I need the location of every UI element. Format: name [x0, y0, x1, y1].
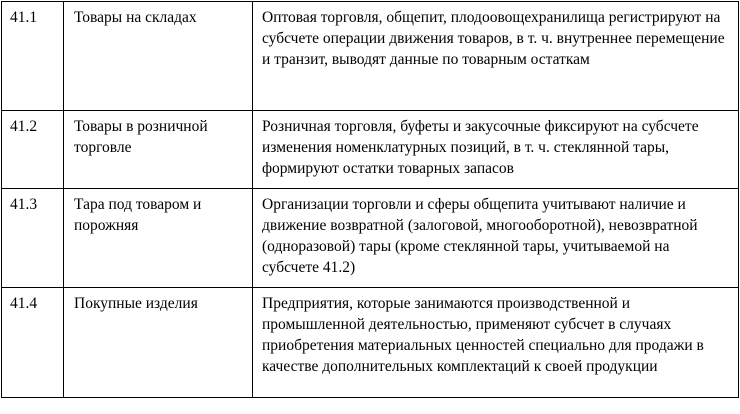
subaccount-name: Покупные изделия: [64, 288, 253, 398]
table-row: [2, 288, 739, 398]
subaccount-code: 41.1: [2, 2, 64, 111]
subaccount-description: Организации торговли и сферы общепита учитывают наличие и движение возвратной (залоговой, многооборотной), невозвратной (одноразовой) тары (кроме стеклянной тары, учитываемой на субсчете 41.2): [253, 189, 739, 288]
subaccounts-table: [1, 1, 739, 398]
table-row: [2, 189, 739, 288]
subaccount-description: Предприятия, которые занимаются производственной и промышленной деятельностью, применяют субсчет в случаях приобретения материальных ценностей специально для продажи в качестве дополнительных комплектаций к своей продукции: [253, 288, 739, 398]
subaccount-description: Розничная торговля, буфеты и закусочные фиксируют на субсчете изменения номенклатурных позиций, в т. ч. стеклянной тары, формируют остатки товарных запасов: [253, 111, 739, 189]
table-row: [2, 111, 739, 189]
subaccount-description: Оптовая торговля, общепит, плодоовощехранилища регистрируют на субсчете операции движения товаров, в т. ч. внутреннее перемещение и транзит, выводят данные по товарным остаткам: [253, 2, 739, 111]
subaccount-name: Тара под товаром и порожняя: [64, 189, 253, 288]
subaccount-name: Товары в розничной торговле: [64, 111, 253, 189]
table-row: [2, 2, 739, 111]
subaccount-code: 41.4: [2, 288, 64, 398]
subaccount-name: Товары на складах: [64, 2, 253, 111]
subaccount-code: 41.2: [2, 111, 64, 189]
subaccount-code: 41.3: [2, 189, 64, 288]
